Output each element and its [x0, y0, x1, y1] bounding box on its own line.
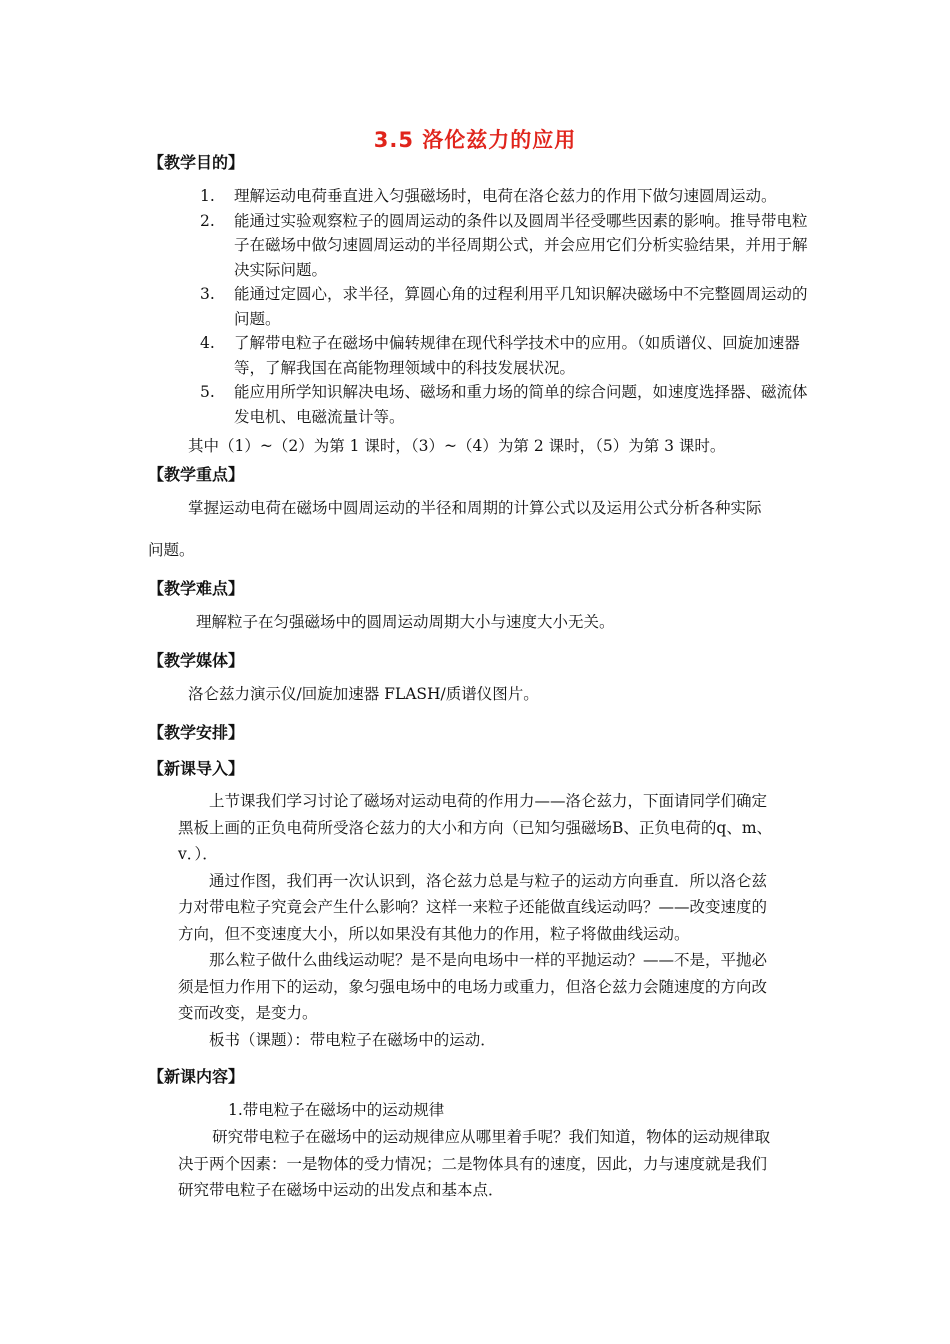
content-paragraph: 研究带电粒子在磁场中的运动规律应从哪里着手呢？我们知道，物体的运动规律取决于两个因素：一是物体的受力情况；二是物体具有的速度，因此，力与速度就是我们研究带电粒子在磁场中运动的出发点和基本点． — [178, 1128, 771, 1199]
media-text: 洛仑兹力演示仪/回旋加速器 FLASH/质谱仪图片。 — [188, 685, 539, 703]
difficulties-heading: 【教学难点】 — [148, 579, 245, 598]
key-points-text-cont: 问题。 — [148, 541, 195, 559]
page-title: 3.5 洛伦兹力的应用 — [373, 128, 577, 152]
intro-paragraph: 上节课我们学习讨论了磁场对运动电荷的作用力——洛仑兹力，下面请同学们确定黑板上画的正负电荷所受洛仑兹力的大小和方向（已知匀强磁场B、正负电荷的q、m、v．）． — [178, 792, 773, 863]
list-item: 4. 了解带电粒子在磁场中偏转规律在现代科学技术中的应用。（如质谱仪、回旋加速器等，了解我国在高能物理领域中的科技发展状况。 — [200, 334, 800, 377]
intro-body — [178, 788, 778, 1053]
content-subheading: 1.带电粒子在磁场中的运动规律 — [228, 1101, 445, 1119]
key-points-heading: 【教学重点】 — [148, 465, 245, 484]
list-item: 2. 能通过实验观察粒子的圆周运动的条件以及圆周半径受哪些因素的影响。推导带电粒子在磁场中做匀速圆周运动的半径周期公式，并会应用它们分析实验结果，并用于解决实际问题。 — [200, 211, 808, 279]
schedule-note: 其中（1）~（2）为第 1 课时，（3）~（4）为第 2 课时，（5）为第 3 课时。 — [188, 437, 726, 455]
intro-heading: 【新课导入】 — [148, 759, 245, 778]
difficulties-text: 理解粒子在匀强磁场中的圆周运动周期大小与速度大小无关。 — [196, 613, 615, 631]
list-item: 5. 能应用所学知识解决电场、磁场和重力场的简单的综合问题，如速度选择器、磁流体发电机、电磁流量计等。 — [200, 383, 808, 426]
key-points-text: 掌握运动电荷在磁场中圆周运动的半径和周期的计算公式以及运用公式分析各种实际 — [188, 499, 762, 517]
media-heading: 【教学媒体】 — [148, 651, 245, 670]
content-body — [178, 1124, 778, 1204]
intro-paragraph: 通过作图，我们再一次认识到，洛仑兹力总是与粒子的运动方向垂直．所以洛仑兹力对带电粒子究竟会产生什么影响？这样一来粒子还能做直线运动吗？——改变速度的方向，但不变速度大小，所以如果没有其他力的作用，粒子将做曲线运动。 — [178, 871, 768, 943]
arrangement-heading: 【教学安排】 — [148, 723, 245, 742]
content-heading: 【新课内容】 — [148, 1067, 245, 1086]
objectives-heading: 【教学目的】 — [148, 153, 245, 172]
list-item: 1. 理解运动电荷垂直进入匀强磁场时，电荷在洛仑兹力的作用下做匀速圆周运动。 — [200, 187, 777, 205]
intro-paragraph: 那么粒子做什么曲线运动呢？是不是向电场中一样的平抛运动？——不是，平抛必须是恒力作用下的运动，象匀强电场中的电场力或重力，但洛仑兹力会随速度的方向改变而改变，是变力。 — [178, 951, 768, 1022]
objectives-list — [200, 184, 820, 429]
list-item: 3. 能通过定圆心，求半径，算圆心角的过程利用平几知识解决磁场中不完整圆周运动的问题。 — [200, 285, 808, 328]
intro-paragraph: 板书（课题）：带电粒子在磁场中的运动． — [209, 1030, 496, 1049]
